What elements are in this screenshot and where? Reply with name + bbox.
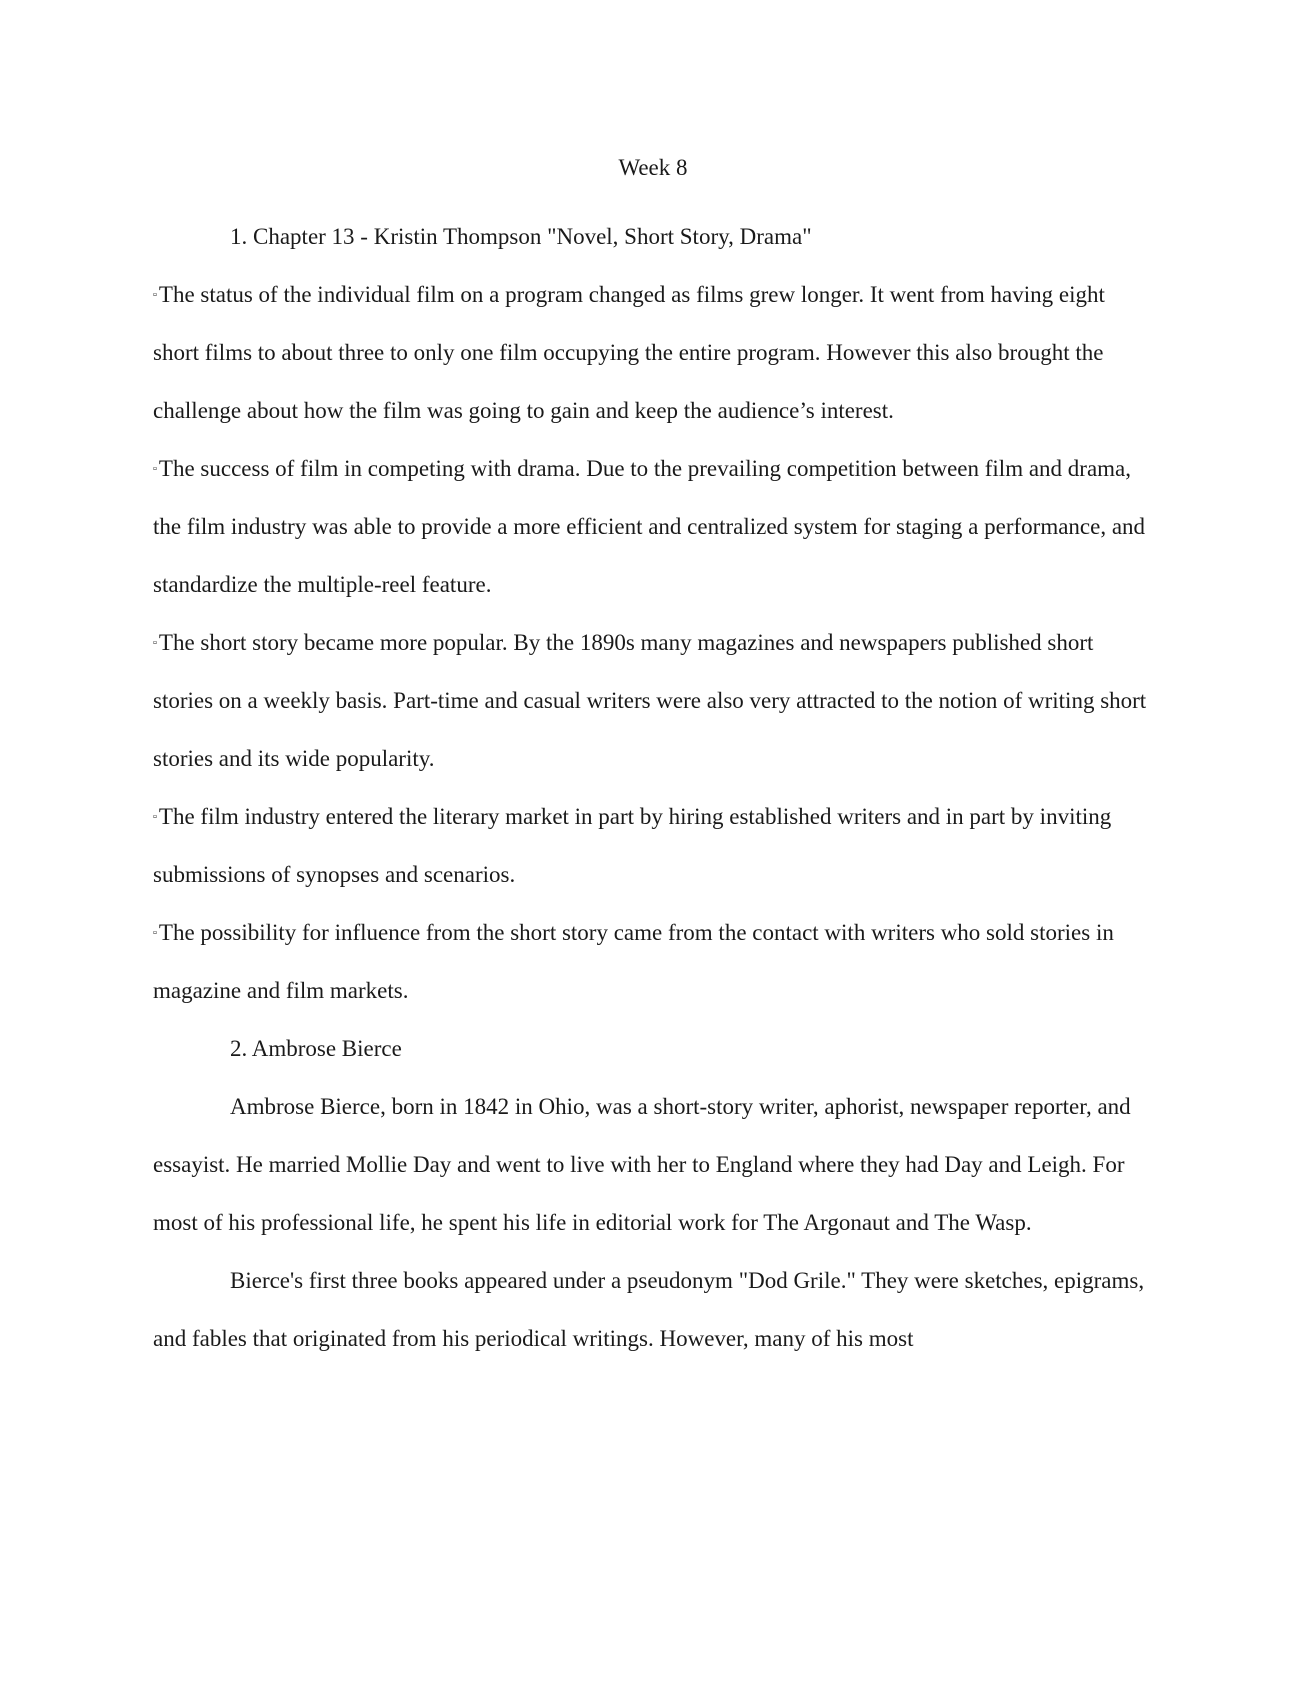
section-heading-chapter-13: 1. Chapter 13 - Kristin Thompson "Novel, Short Story, Drama" [230, 224, 812, 249]
bullet-icon: ▫ [153, 463, 157, 475]
bullet-item [153, 440, 1153, 614]
document-body [153, 150, 1153, 1368]
bullet-text: The short story became more popular. By the 1890s many magazines and newspapers published short stories on a weekly basis. Part-time and casual writers were also very attracted to the notion of writing short stories and its wide popularity. [153, 630, 1147, 771]
bullet-text: The success of film in competing with drama. Due to the prevailing competition between film and drama, the film industry was able to provide a more efficient and centralized system for staging a performance, and standardize the multiple-reel feature. [153, 456, 1146, 597]
bullet-icon: ▫ [153, 927, 157, 939]
bullet-item [153, 614, 1153, 788]
bullet-item [153, 904, 1153, 1020]
section-heading-ambrose-bierce: 2. Ambrose Bierce [230, 1036, 402, 1061]
document-title: Week 8 [618, 155, 688, 180]
bullet-icon: ▫ [153, 811, 157, 823]
body-paragraph: Ambrose Bierce, born in 1842 in Ohio, was a short-story writer, aphorist, newspaper reporter, and essayist. He married Mollie Day and went to live with her to England where they had Day and Leigh. For most of his professional life, he spent his life in editorial work for The Argonaut and The Wasp. [153, 1094, 1131, 1235]
body-paragraph: Bierce's first three books appeared under a pseudonym "Dod Grile." They were sketches, epigrams, and fables that originated from his periodical writings. However, many of his most [153, 1268, 1145, 1351]
bullet-icon: ▫ [153, 637, 157, 649]
bullet-icon: ▫ [153, 289, 157, 301]
bullet-text: The status of the individual film on a program changed as films grew longer. It went from having eight short films to about three to only one film occupying the entire program. However this also brought the challenge about how the film was going to gain and keep the audience’s interest. [153, 282, 1105, 423]
bullet-text: The film industry entered the literary market in part by hiring established writers and in part by inviting submissions of synopses and scenarios. [153, 804, 1112, 887]
bullet-item [153, 266, 1153, 440]
bullet-item [153, 788, 1153, 904]
bullet-text: The possibility for influence from the short story came from the contact with writers who sold stories in magazine and film markets. [153, 920, 1114, 1003]
